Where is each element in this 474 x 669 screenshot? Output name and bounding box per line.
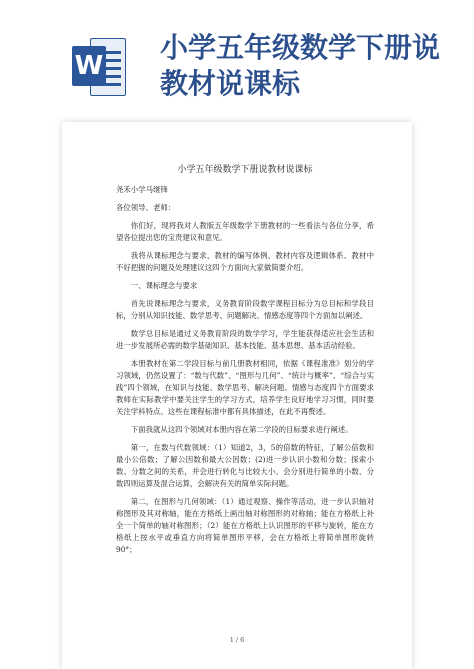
word-icon	[72, 38, 124, 94]
section-heading: 一、课标理念与要求	[130, 281, 198, 290]
author-line: 尧禾小学马继锋	[116, 185, 168, 194]
document-banner-title: 小学五年级数学下册说教材说课标	[160, 31, 441, 100]
paragraph: 数学总目标是通过义务教育阶段的数学学习，学生能获得适应社会生活和进一步发展所必需的数学基础知识、基本技能、基本思想、基本活动经验。	[116, 329, 374, 350]
paragraph: 首先说课标理念与要求，义务教育阶段数学课程目标分为总目标和学段目标，分别从知识技能、数学思考、问题解决、情感态度等四个方面加以阐述。	[116, 299, 374, 320]
salutation: 各位领导、老师：	[116, 203, 176, 212]
word-badge-letter: W	[72, 46, 106, 86]
paragraph: 你们好，现将我对人教版五年级数学下册教材的一些看法与各位分享，希望各位提出您的宝贵建议和意见。	[116, 221, 374, 242]
paragraph: 我将从课标理念与要求、教材的编写体例、教材内容及逻辑体系、教材中不好把握的问题及处理建议这四个方面向大家做简要介绍。	[116, 251, 374, 272]
header-banner	[0, 0, 474, 120]
document-title: 小学五年级数学下册说教材说课标	[177, 165, 313, 175]
paragraph: 第一，在数与代数领域：（1）知道2，3，5的倍数的特征，了解公倍数和最小公倍数；了解公因数和最大公因数；(2)进一步认识小数和分数；探索小数、分数之间的关系，并会进行转化与比较大小。会分别进行简单的小数、分数四则运算及混合运算，会解决有关的简单实际问题。	[116, 443, 374, 488]
paragraph: 下面我就从这四个领域对本册内容在第二学段的目标要求进行阐述。	[130, 425, 353, 434]
paragraph: 本册教材在第二学段目标与前几册教材相同，依据《课程准准》划分的学习领域，仍然设置了：“数与代数”、“图形与几何”、“统计与概率”、“综合与实践”四个领域，在知识与技能、数学思考、解决问题、情感与态度四个方面要求教师在实际教学中要关注学生的学习方式，培养学生良好地学习习惯，同时要关注学科特点。这些在课程标准中都有具体描述，在此不再赘述。	[116, 359, 374, 416]
page-number: 1 / 6	[229, 636, 245, 644]
document-content	[116, 164, 374, 562]
document-page	[62, 122, 412, 669]
paragraph: 第二，在图形与几何领域：（1）通过观察、操作等活动，进一步认识轴对称图形及其对称轴，能在方格纸上画出轴对称图形的对称轴；能在方格纸上补全一个简单的轴对称图形；（2）能在方格纸上认识图形的平移与旋转，能在方格纸上按水平或垂直方向将简单图形平移，会在方格纸上将简单图形旋转 90°；	[116, 497, 374, 554]
